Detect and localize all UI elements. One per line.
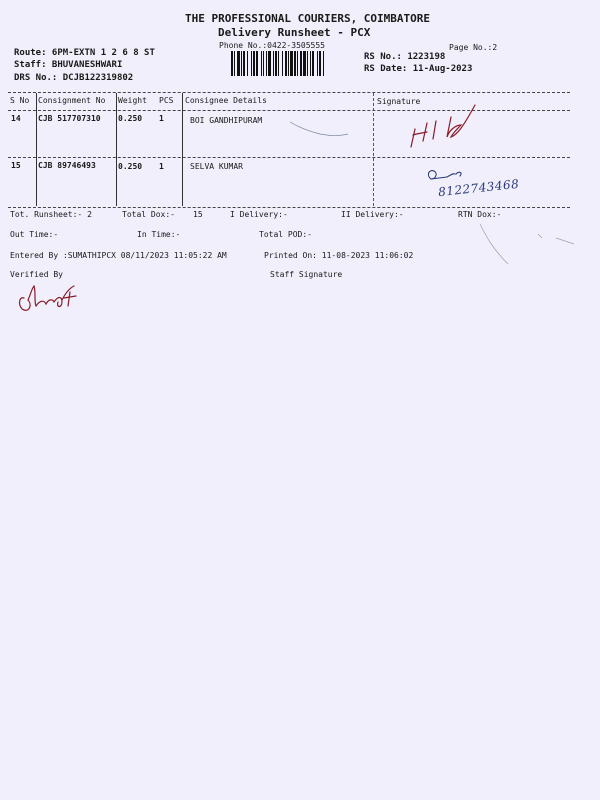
row-sno: 14 [11, 114, 21, 123]
route: Route: 6PM-EXTN 1 2 6 8 ST [14, 48, 155, 58]
col-header-consignment: Consignment No [38, 96, 106, 105]
staff: Staff: BHUVANESHWARI [14, 60, 123, 70]
col-header-weight: Weight [118, 96, 147, 105]
col-header-signature: Signature [377, 97, 421, 106]
rtn-dox: RTN Dox:- [458, 210, 502, 219]
document-title: Delivery Runsheet - PCX [218, 26, 371, 39]
scan-mark [290, 118, 350, 152]
verifier-signature [14, 282, 80, 320]
total-pod: Total POD:- [259, 230, 312, 239]
tot-runsheet: Tot. Runsheet:- 2 [10, 210, 92, 219]
rs-number: RS No.: 1223198 [364, 52, 446, 62]
phone-number: Phone No.:0422-3505555 [219, 41, 325, 50]
row-pcs: 1 [159, 114, 164, 123]
ii-delivery: II Delivery:- [341, 210, 404, 219]
staff-signature-label: Staff Signature [270, 270, 343, 279]
barcode [231, 51, 358, 80]
verified-by: Verified By [10, 270, 63, 279]
entered-by: Entered By :SUMATHIPCX 08/11/2023 11:05:22 AM [10, 251, 227, 260]
row-weight: 0.250 [118, 114, 143, 123]
rs-date: RS Date: 11-Aug-2023 [364, 64, 473, 74]
handwritten-signature [405, 103, 485, 155]
row-weight: 0.250 [118, 162, 143, 171]
row-consignee: SELVA KUMAR [190, 162, 243, 171]
col-header-consignee: Consignee Details [185, 96, 267, 105]
printed-on: Printed On: 11-08-2023 11:06:02 [264, 251, 414, 260]
handwritten-phone: 8122743468 [437, 176, 520, 200]
i-delivery: I Delivery:- [230, 210, 288, 219]
company-name: THE PROFESSIONAL COURIERS, COIMBATORE [185, 12, 431, 25]
col-header-pcs: PCS [159, 96, 174, 105]
scan-mark [478, 220, 578, 274]
row-pcs: 1 [159, 162, 164, 171]
row-consignment: CJB 89746493 [38, 161, 96, 170]
in-time: In Time:- [137, 230, 181, 239]
out-time: Out Time:- [10, 230, 59, 239]
drs-number: DRS No.: DCJB122319802 [14, 73, 134, 83]
page-number: Page No.:2 [449, 43, 498, 52]
row-consignee: BOI GANDHIPURAM [190, 116, 263, 125]
col-header-sno: S No [10, 96, 30, 105]
total-dox-label: Total Dox:- [122, 210, 175, 219]
row-consignment: CJB 517707310 [38, 114, 101, 123]
row-sno: 15 [11, 161, 21, 170]
total-dox-value: 15 [193, 210, 203, 219]
